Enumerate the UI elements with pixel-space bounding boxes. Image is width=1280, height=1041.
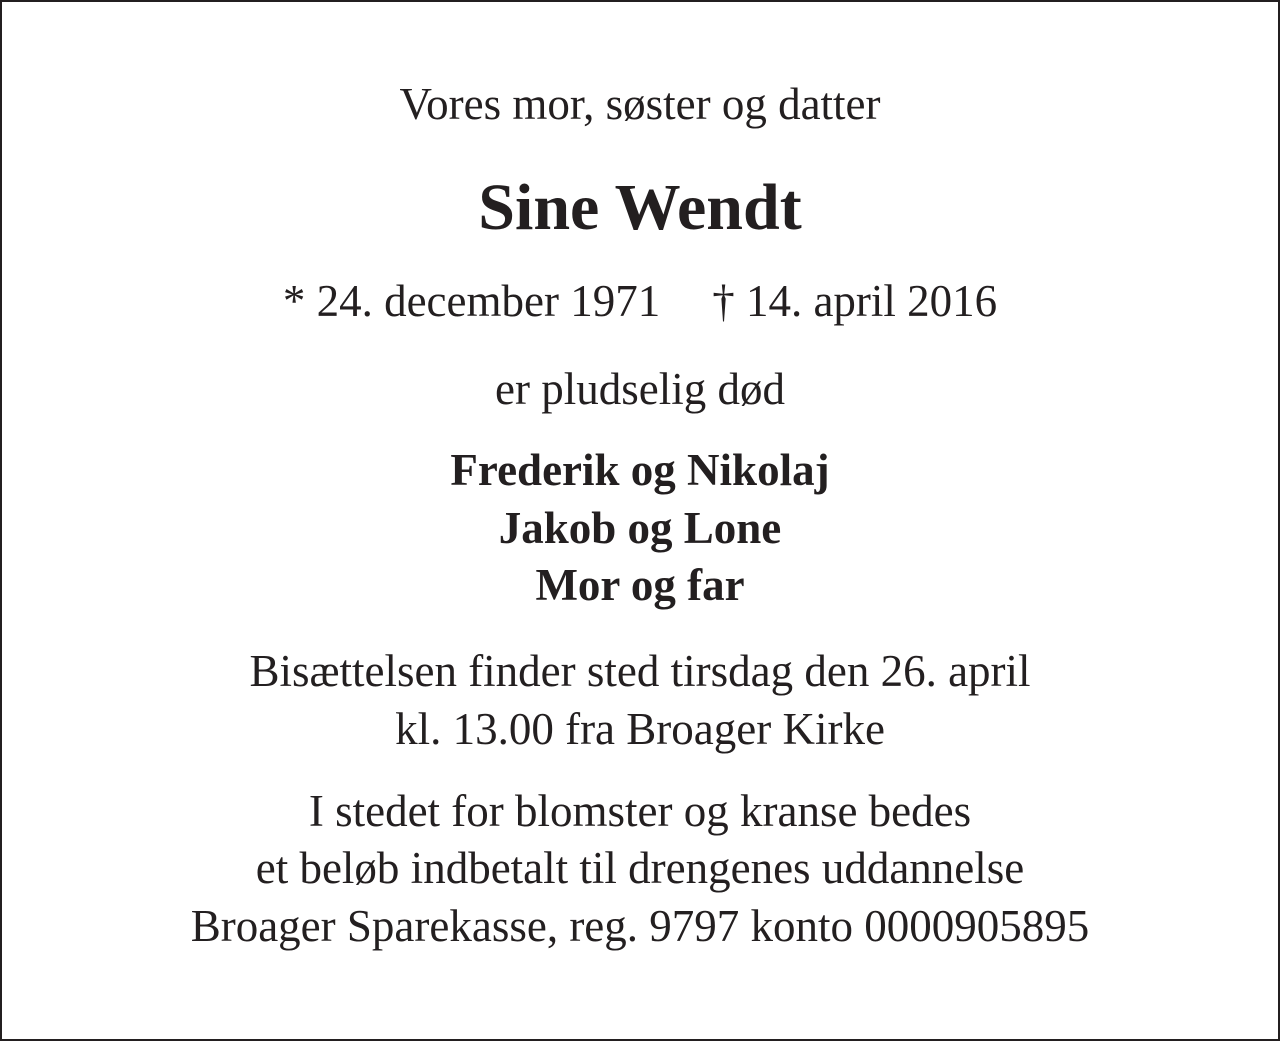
birth-date: * 24. december 1971 [282, 276, 661, 326]
funeral-info-line: kl. 13.00 fra Broager Kirke [395, 704, 885, 754]
life-dates [2, 276, 1278, 326]
donation-info-line: et beløb indbetalt til drengenes uddannelse [255, 843, 1025, 893]
donation-info-line: I stedet for blomster og kranse bedes [308, 786, 972, 836]
mourner-line: Frederik og Nikolaj [450, 445, 830, 495]
mourner-line: Mor og far [535, 560, 745, 610]
donation-info-line: Broager Sparekasse, reg. 9797 konto 0000905895 [190, 901, 1090, 951]
funeral-info-line: Bisættelsen finder sted tirsdag den 26. april [249, 646, 1031, 696]
mourner-line: Jakob og Lone [498, 503, 782, 553]
intro-text: Vores mor, søster og datter [399, 79, 881, 129]
deceased-name: Sine Wendt [478, 171, 802, 244]
death-date: † 14. april 2016 [712, 276, 998, 326]
announcement-text: er pludselig død [495, 364, 785, 414]
